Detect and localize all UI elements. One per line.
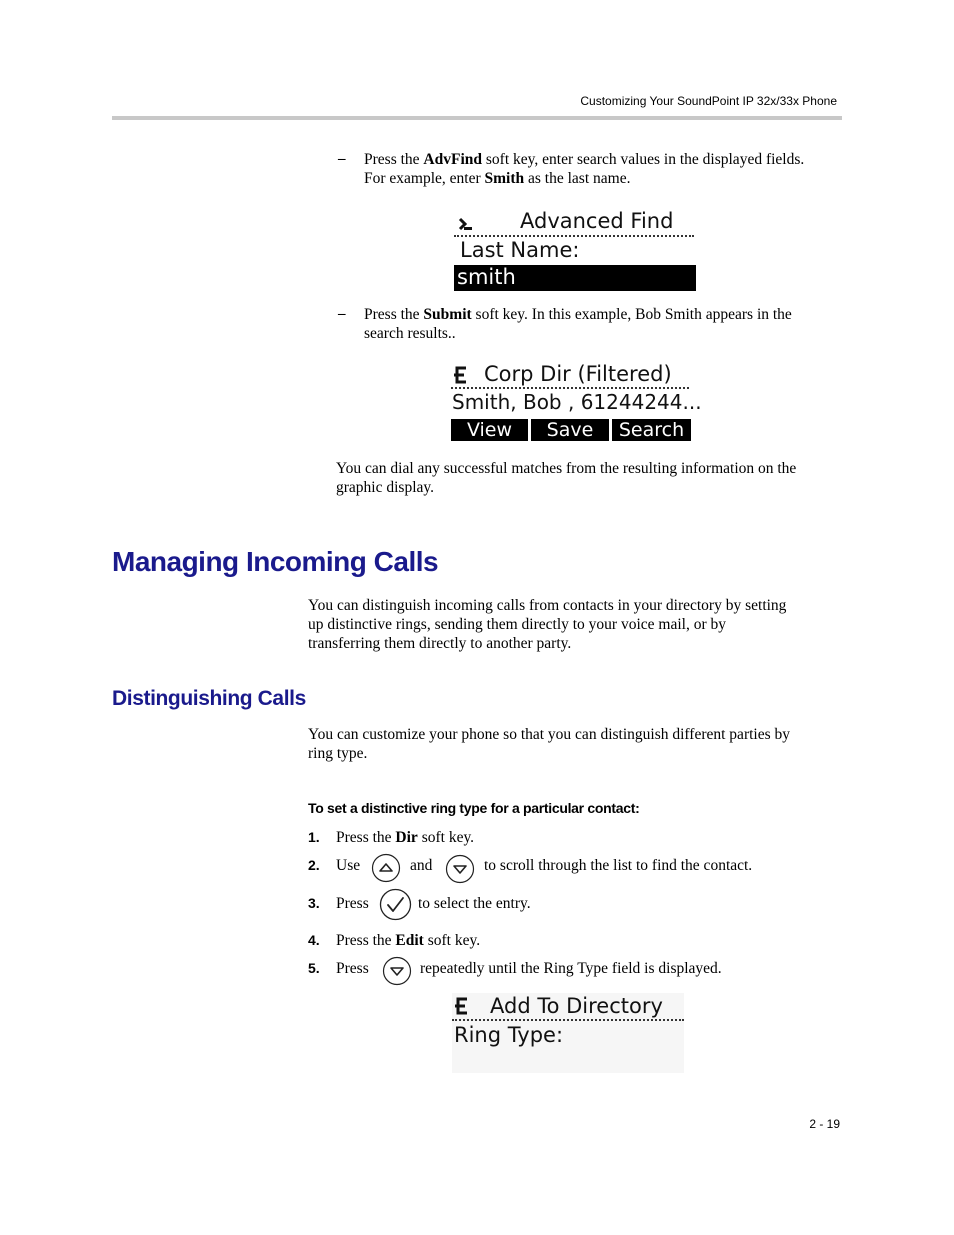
back-arrow-icon (452, 365, 470, 385)
back-arrow-icon (453, 996, 471, 1016)
step-5-press: Press (336, 960, 369, 977)
step-4-text: Press the Edit soft key. (336, 932, 481, 949)
section-paragraph: You can distinguish incoming calls from contacts in your directory by setting up distinctive rings, sending them directly to your voice mail, or by transferring them directly to another party. (308, 597, 787, 652)
lcd-add-to-directory (452, 993, 684, 1073)
screen-title: Add To Directory (490, 994, 663, 1018)
procedure-heading: To set a distinctive ring type for a particular contact: (308, 800, 640, 816)
edit-key: Edit (395, 932, 424, 949)
bullet-dash: – (338, 151, 346, 167)
softkey-view[interactable]: View (451, 419, 528, 441)
ring-type-label: Ring Type: (454, 1023, 564, 1047)
step-2-use: Use (336, 857, 361, 874)
step-3-press: Press (336, 895, 369, 912)
step-2-text: to scroll through the list to find the contact. (484, 857, 753, 874)
step-number: 1. (308, 829, 320, 845)
title-divider (451, 387, 689, 389)
lcd-advanced-find (454, 208, 696, 292)
directory-entry[interactable]: Smith, Bob , 61244244... (452, 390, 702, 414)
subsection-paragraph: You can customize your phone so that you can distinguish different parties by ring type. (308, 726, 790, 762)
back-arrow-icon (456, 215, 474, 233)
bullet-dash: – (338, 306, 346, 322)
dir-key: Dir (395, 829, 418, 846)
step-3-text: to select the entry. (418, 895, 531, 912)
step-number: 5. (308, 960, 320, 976)
softkey-search[interactable]: Search (612, 419, 691, 441)
step-number: 4. (308, 932, 320, 948)
last-name-label: Last Name: (460, 238, 580, 262)
dial-note: You can dial any successful matches from the resulting information on the graphic display. (336, 460, 797, 496)
softkey-save[interactable]: Save (531, 419, 609, 441)
down-arrow-key-icon (445, 854, 475, 884)
down-arrow-key-icon (382, 956, 412, 986)
section-heading: Managing Incoming Calls (112, 546, 439, 577)
subsection-heading: Distinguishing Calls (112, 687, 306, 710)
step-2-and: and (410, 857, 433, 874)
title-divider (454, 235, 694, 237)
last-name-field[interactable] (454, 265, 696, 291)
screen-title: Corp Dir (Filtered) (484, 362, 672, 386)
page-number: 2 - 19 (809, 1117, 840, 1131)
header-rule (112, 116, 842, 120)
title-divider (452, 1019, 684, 1021)
screen-title: Advanced Find (520, 209, 674, 233)
advfind-key: AdvFind (423, 151, 483, 168)
last-name-value: smith (457, 265, 516, 289)
running-header: Customizing Your SoundPoint IP 32x/33x Phone (580, 94, 837, 108)
step-5-text: repeatedly until the Ring Type field is displayed. (420, 960, 722, 977)
smith-term: Smith (484, 170, 525, 187)
lcd-corp-dir (451, 362, 702, 444)
step-number: 3. (308, 895, 320, 911)
up-arrow-key-icon (371, 853, 401, 883)
submit-key: Submit (423, 306, 472, 323)
submit-instruction: Press the Submit soft key. In this example, Bob Smith appears in the search results.. (364, 306, 792, 342)
step-number: 2. (308, 857, 320, 873)
step-1-text: Press the Dir soft key. (336, 829, 475, 846)
select-check-key-icon (379, 888, 412, 921)
advfind-instruction: Press the AdvFind soft key, enter search values in the displayed fields. For example, enter Smith as the last name. (364, 151, 805, 187)
